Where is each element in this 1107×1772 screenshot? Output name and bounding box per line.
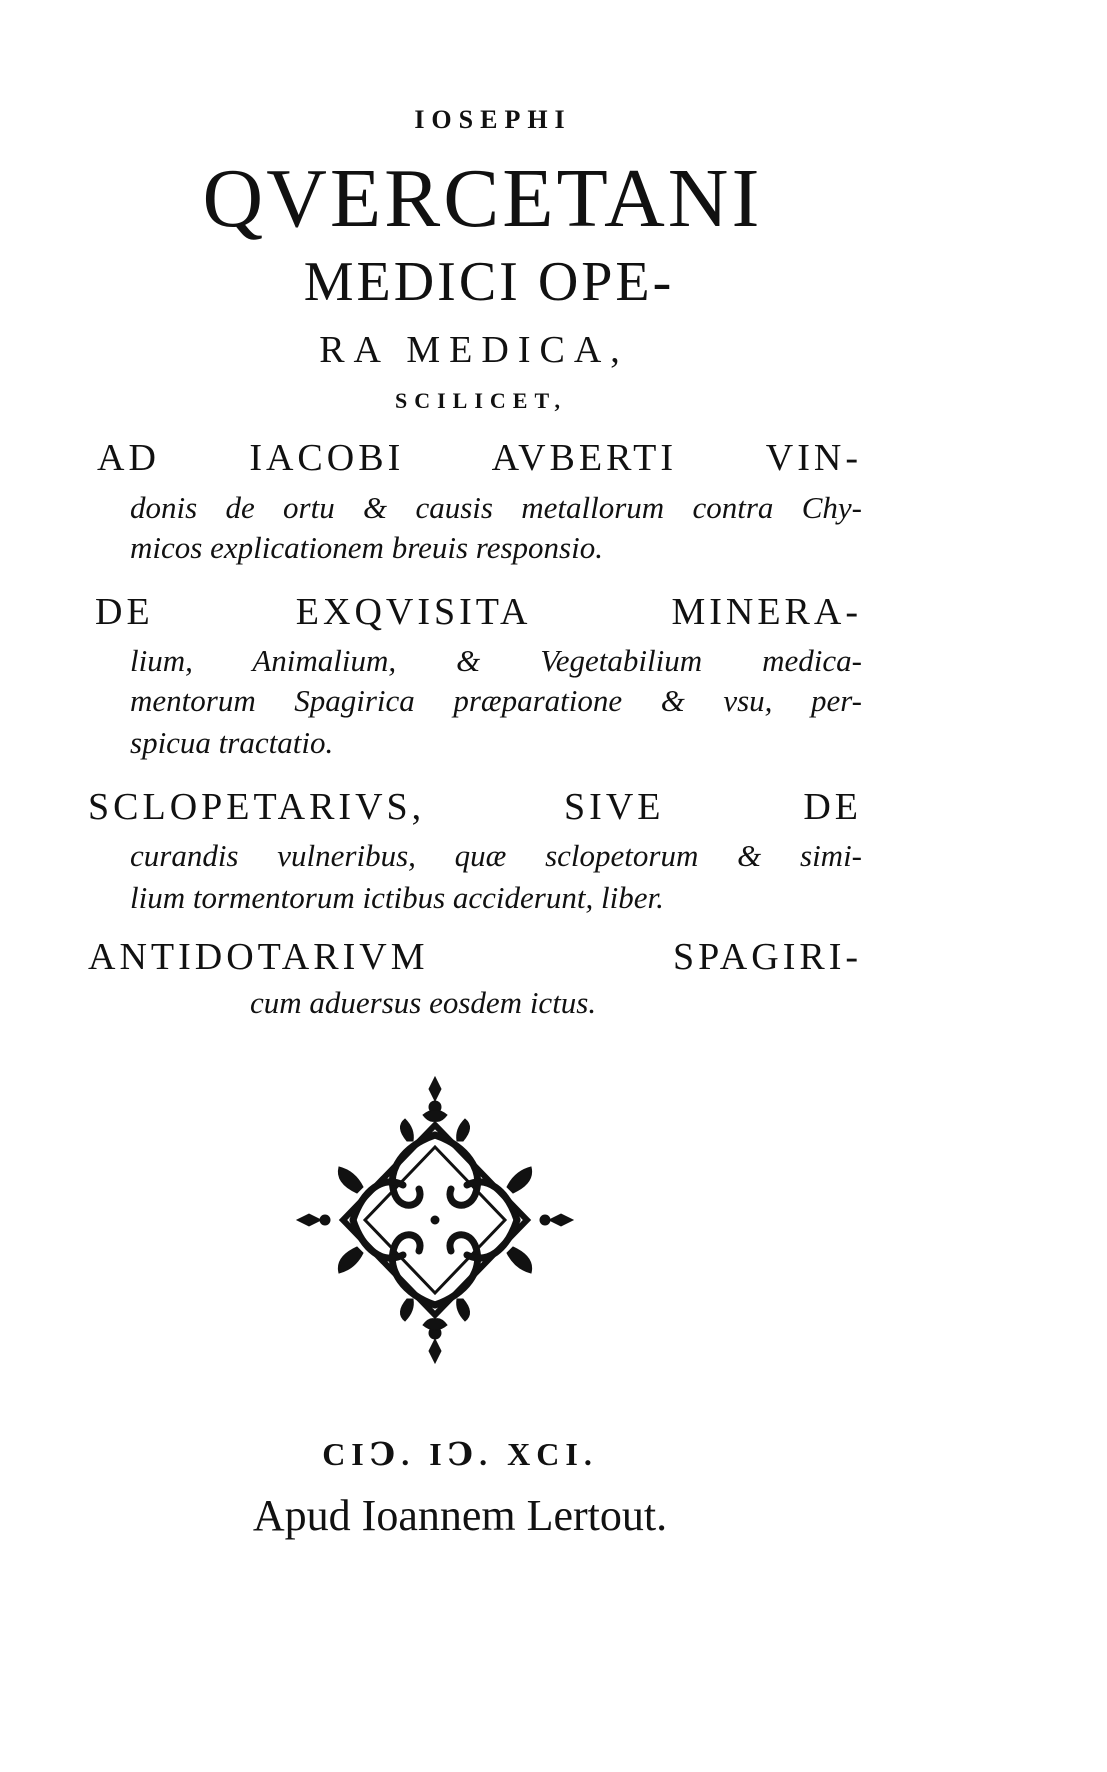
fleuron-ornament-icon [295, 1075, 575, 1365]
section-heading: ANTIDOTARIVM SPAGIRI- [88, 936, 862, 978]
section-text-line: lium tormentorum ictibus acciderunt, liber. [130, 880, 664, 915]
section-text-line: mentorum Spagirica præparatione & vsu, per- [130, 683, 862, 718]
title-line-medici: MEDICI OPE- [303, 251, 675, 313]
title-line-scilicet: SCILICET, [394, 388, 568, 413]
imprint-publisher: Apud Ioannem Lertout. [252, 1491, 668, 1540]
section-heading: DE EXQVISITA MINERA- [95, 591, 862, 633]
section-text-line: curandis vulneribus, quæ sclopetorum & simi- [130, 838, 862, 873]
author-surname: QVERCETANI [202, 152, 763, 245]
section-text-line: cum aduersus eosdem ictus. [250, 985, 597, 1020]
section-text-line: donis de ortu & causis metallorum contra Chy- [130, 490, 862, 525]
section-text-line: micos explicationem breuis responsio. [130, 530, 603, 565]
section-text-line: lium, Animalium, & Vegetabilium medica- [130, 643, 862, 678]
title-line-opera-medica: RA MEDICA, [319, 329, 629, 371]
imprint-date: CIↃ. IↃ. XCI. [322, 1436, 598, 1472]
section-text-line: spicua tractatio. [130, 725, 334, 760]
author-forename: IOSEPHI [414, 105, 572, 134]
section-heading: SCLOPETARIVS, SIVE DE [88, 786, 862, 828]
section-heading: AD IACOBI AVBERTI VIN- [97, 437, 862, 479]
